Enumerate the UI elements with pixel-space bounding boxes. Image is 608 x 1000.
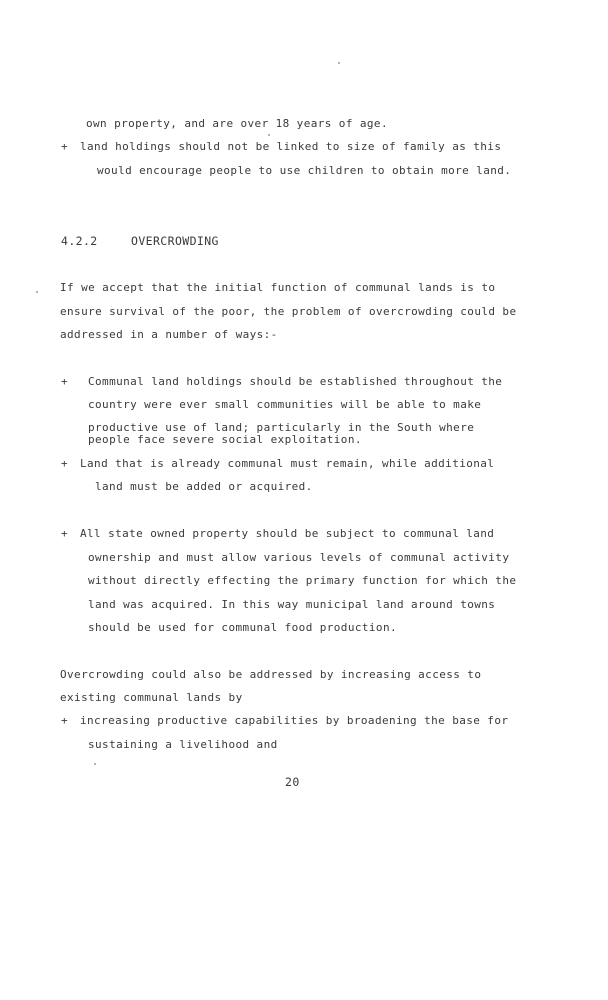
list1-item3-bullet: + xyxy=(61,527,69,540)
page-number: 20 xyxy=(285,775,300,789)
list1-item3-line-2: ownership and must allow various levels of communal activity xyxy=(88,551,510,564)
list1-item1-line-2: country were ever small communities will be able to make xyxy=(88,398,482,411)
list1-item3-line-1: All state owned property should be subject to communal land xyxy=(80,527,495,540)
list1-item3-line-3: without directly effecting the primary function for which the xyxy=(88,574,517,587)
para2-line-1: Overcrowding could also be addressed by increasing access to xyxy=(60,668,482,681)
intro-line-1: own property, and are over 18 years of age. xyxy=(86,117,388,130)
list1-item1-line-4: people face severe social exploitation. xyxy=(88,433,362,446)
list2-item1-line-1: increasing productive capabilities by broadening the base for xyxy=(80,714,509,727)
scan-speck xyxy=(94,763,96,765)
list1-item1-line-1: Communal land holdings should be established throughout the xyxy=(88,375,503,388)
para1-line-3: addressed in a number of ways:- xyxy=(60,328,278,341)
list1-item2-bullet: + xyxy=(61,457,69,470)
list1-item2-line-2: land must be added or acquired. xyxy=(95,480,313,493)
para2-line-2: existing communal lands by xyxy=(60,691,243,704)
list1-item3-line-4: land was acquired. In this way municipal land around towns xyxy=(88,598,496,611)
list2-item1-bullet: + xyxy=(61,714,69,727)
section-title: OVERCROWDING xyxy=(131,234,219,248)
intro-line-3: would encourage people to use children to obtain more land. xyxy=(97,164,512,177)
list1-item1-bullet: + xyxy=(61,375,69,388)
para1-line-1: If we accept that the initial function of communal lands is to xyxy=(60,281,496,294)
intro-bullet: + xyxy=(61,140,69,153)
scan-speck xyxy=(338,62,340,64)
section-number: 4.2.2 xyxy=(61,234,98,248)
scan-speck xyxy=(268,134,270,136)
intro-line-2: land holdings should not be linked to size of family as this xyxy=(80,140,502,153)
list1-item2-line-1: Land that is already communal must remain, while additional xyxy=(80,457,495,470)
list2-item1-line-2: sustaining a livelihood and xyxy=(88,738,278,751)
list1-item3-line-5: should be used for communal food production. xyxy=(88,621,397,634)
para1-line-2: ensure survival of the poor, the problem of overcrowding could be xyxy=(60,305,517,318)
list1-item1-line-3: productive use of land; particularly in the South where xyxy=(88,421,475,434)
scan-speck xyxy=(36,291,38,293)
